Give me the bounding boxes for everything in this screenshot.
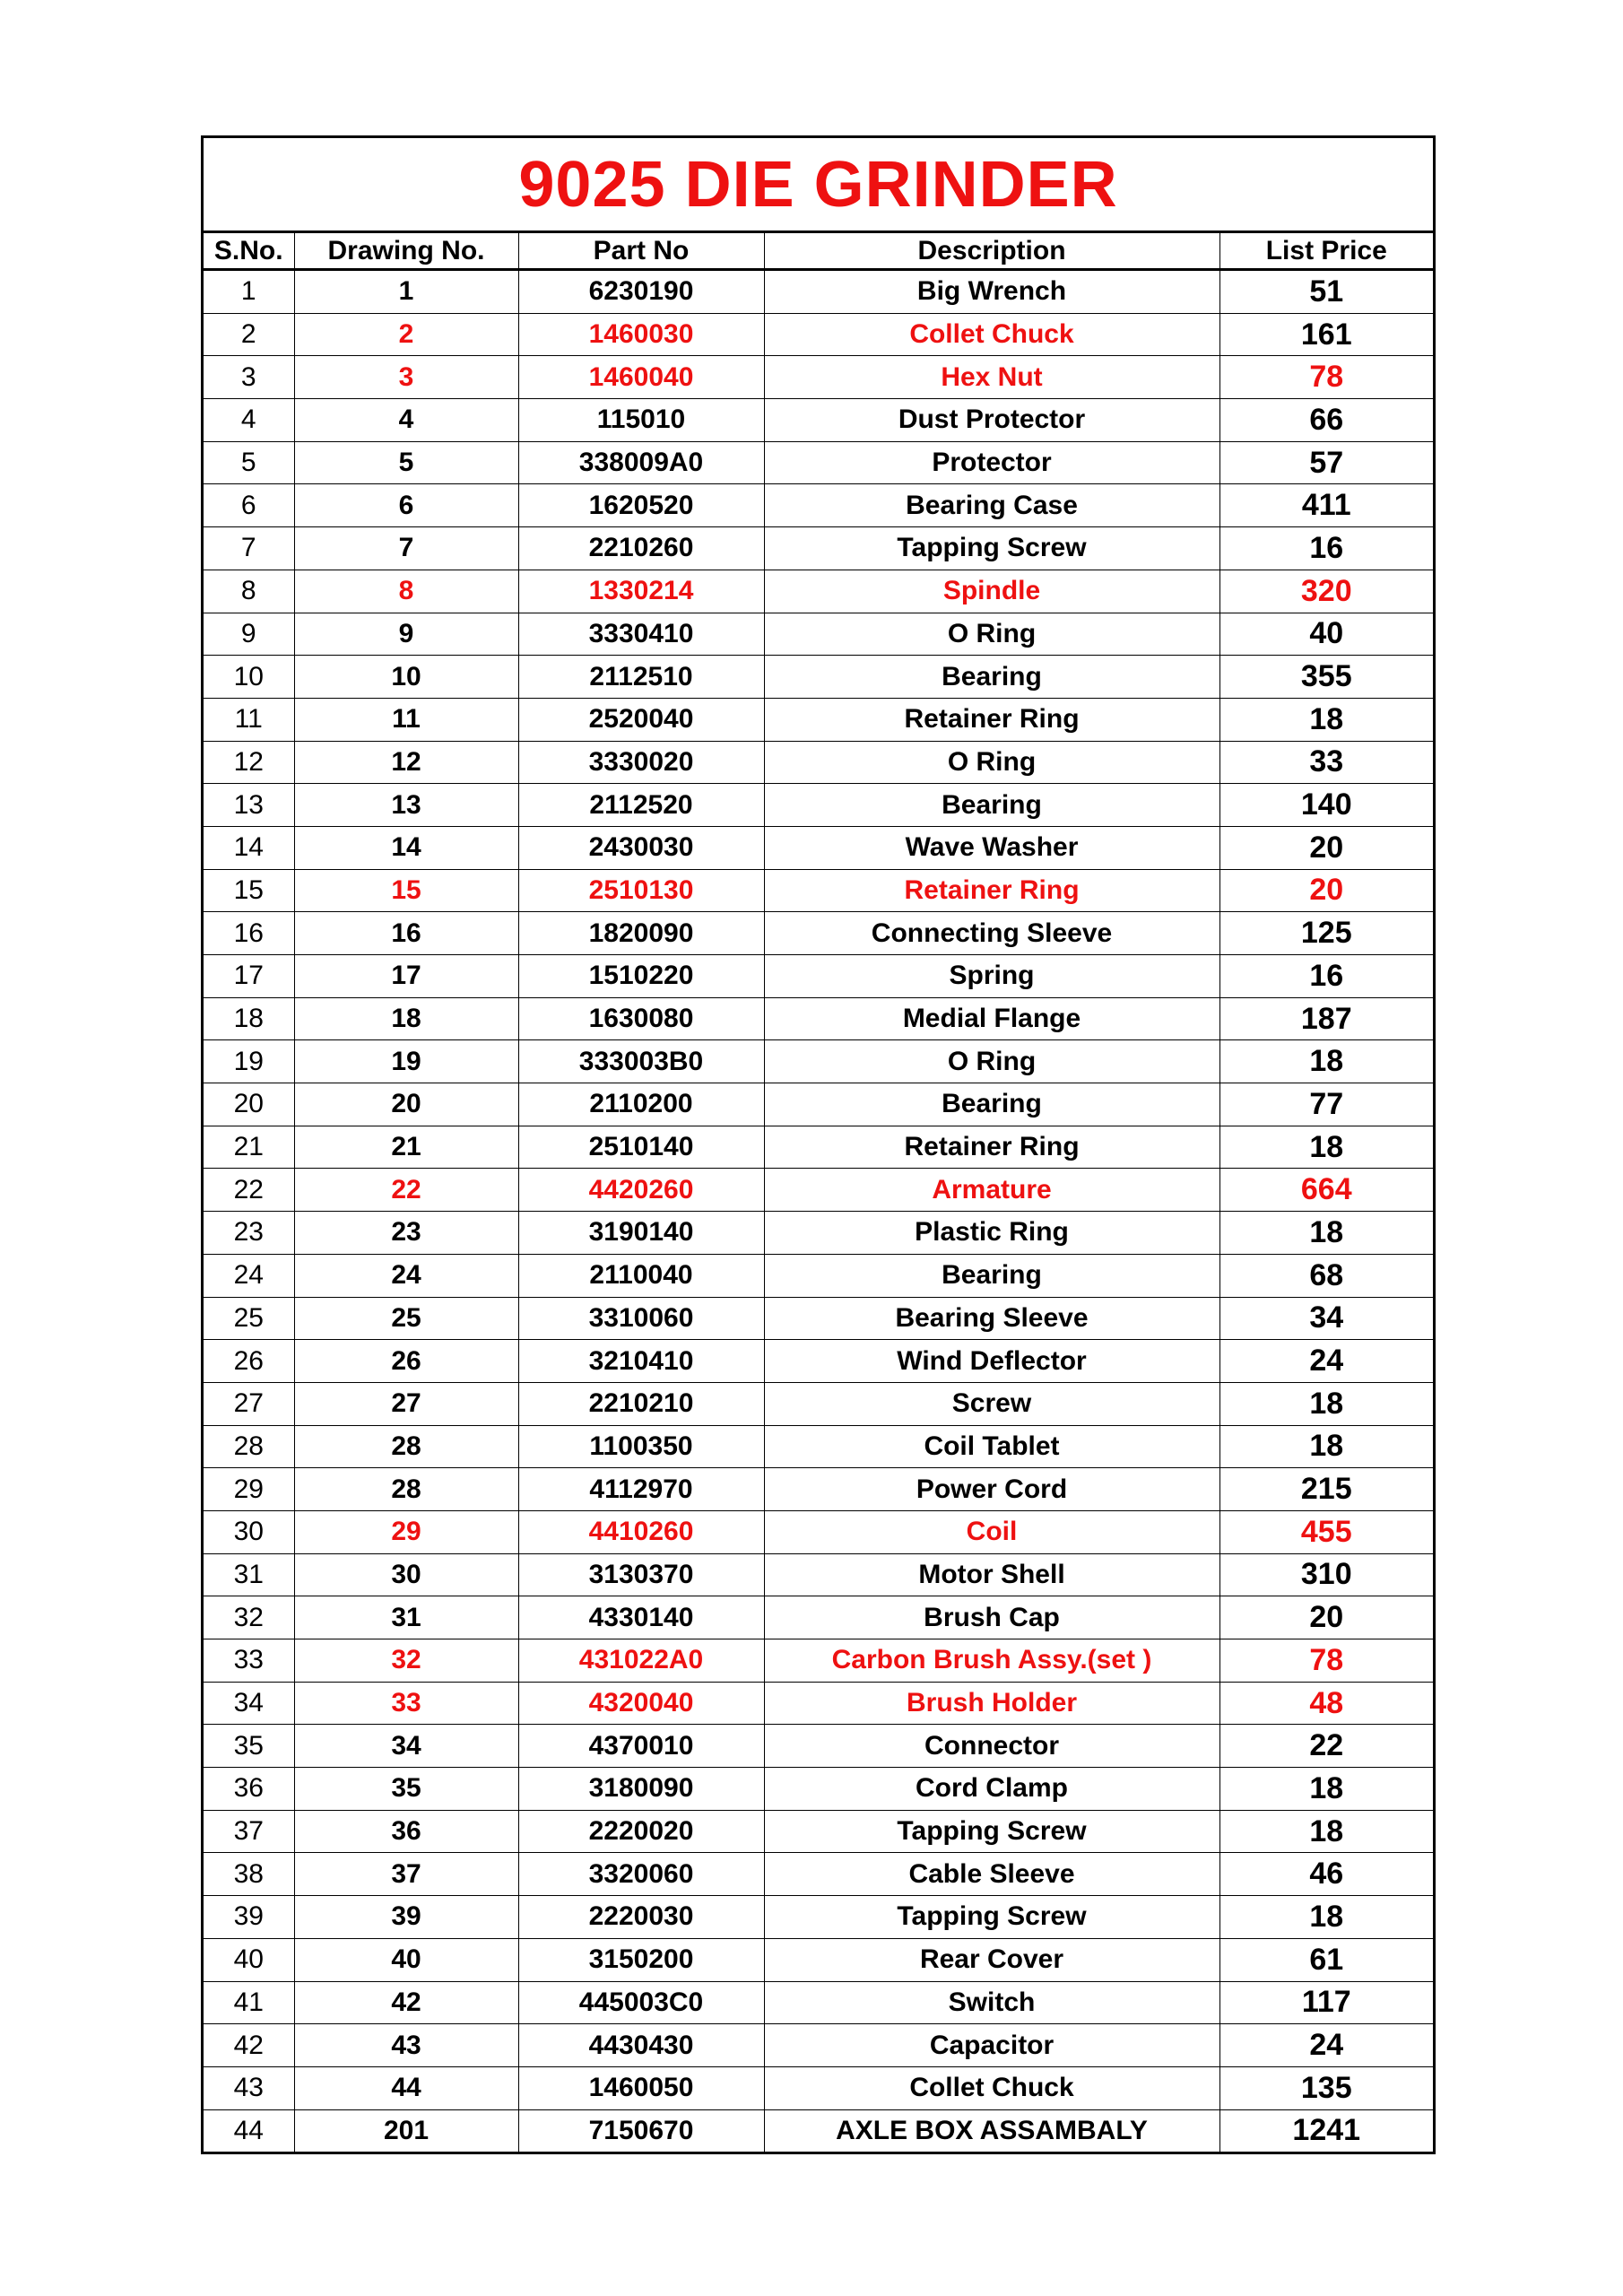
table-row (204, 741, 1433, 784)
cell-description: Tapping Screw (764, 527, 1219, 570)
cell-sno: 37 (204, 1810, 294, 1853)
cell-part-no: 3310060 (518, 1297, 764, 1340)
cell-drawing-no: 6 (294, 484, 518, 527)
cell-description: Bearing Sleeve (764, 1297, 1219, 1340)
cell-description: Protector (764, 441, 1219, 484)
cell-list-price: 18 (1219, 1810, 1433, 1853)
cell-sno: 5 (204, 441, 294, 484)
cell-drawing-no: 24 (294, 1254, 518, 1297)
table-row (204, 656, 1433, 699)
cell-description: Switch (764, 1981, 1219, 2024)
cell-drawing-no: 43 (294, 2024, 518, 2067)
table-row (204, 1040, 1433, 1083)
cell-description: Cord Clamp (764, 1768, 1219, 1811)
cell-description: Retainer Ring (764, 869, 1219, 912)
cell-list-price: 18 (1219, 1040, 1433, 1083)
table-row (204, 1810, 1433, 1853)
cell-list-price: 455 (1219, 1510, 1433, 1553)
table-row (204, 1382, 1433, 1425)
cell-drawing-no: 40 (294, 1938, 518, 1981)
cell-list-price: 18 (1219, 1382, 1433, 1425)
cell-description: Bearing Case (764, 484, 1219, 527)
cell-part-no: 2110040 (518, 1254, 764, 1297)
cell-drawing-no: 34 (294, 1725, 518, 1768)
cell-drawing-no: 4 (294, 399, 518, 442)
cell-list-price: 1241 (1219, 2109, 1433, 2152)
cell-drawing-no: 31 (294, 1596, 518, 1639)
cell-sno: 23 (204, 1212, 294, 1255)
cell-part-no: 4330140 (518, 1596, 764, 1639)
cell-sno: 38 (204, 1853, 294, 1896)
cell-part-no: 2210260 (518, 527, 764, 570)
cell-part-no: 7150670 (518, 2109, 764, 2152)
cell-list-price: 20 (1219, 869, 1433, 912)
header-drawing-no: Drawing No. (294, 233, 518, 270)
cell-description: Retainer Ring (764, 698, 1219, 741)
cell-list-price: 18 (1219, 1212, 1433, 1255)
cell-drawing-no: 27 (294, 1382, 518, 1425)
cell-description: Brush Cap (764, 1596, 1219, 1639)
cell-part-no: 3150200 (518, 1938, 764, 1981)
cell-drawing-no: 11 (294, 698, 518, 741)
cell-drawing-no: 25 (294, 1297, 518, 1340)
cell-description: Wind Deflector (764, 1340, 1219, 1383)
cell-drawing-no: 26 (294, 1340, 518, 1383)
cell-drawing-no: 33 (294, 1682, 518, 1725)
cell-drawing-no: 13 (294, 784, 518, 827)
cell-sno: 22 (204, 1169, 294, 1212)
cell-part-no: 2510140 (518, 1126, 764, 1169)
table-row (204, 1254, 1433, 1297)
cell-part-no: 4320040 (518, 1682, 764, 1725)
cell-description: Carbon Brush Assy.(set ) (764, 1639, 1219, 1683)
cell-sno: 12 (204, 741, 294, 784)
cell-list-price: 16 (1219, 527, 1433, 570)
cell-part-no: 333003B0 (518, 1040, 764, 1083)
cell-sno: 24 (204, 1254, 294, 1297)
table-row (204, 1596, 1433, 1639)
cell-description: Hex Nut (764, 356, 1219, 399)
cell-sno: 41 (204, 1981, 294, 2024)
cell-description: Motor Shell (764, 1553, 1219, 1596)
cell-sno: 16 (204, 912, 294, 955)
table-row (204, 912, 1433, 955)
table-row (204, 356, 1433, 399)
cell-drawing-no: 37 (294, 1853, 518, 1896)
table-row (204, 1340, 1433, 1383)
cell-sno: 35 (204, 1725, 294, 1768)
table-row (204, 1126, 1433, 1169)
cell-sno: 32 (204, 1596, 294, 1639)
table-row (204, 484, 1433, 527)
cell-sno: 28 (204, 1425, 294, 1468)
cell-description: Plastic Ring (764, 1212, 1219, 1255)
cell-drawing-no: 12 (294, 741, 518, 784)
cell-sno: 42 (204, 2024, 294, 2067)
cell-drawing-no: 7 (294, 527, 518, 570)
table-row (204, 613, 1433, 656)
cell-description: Power Cord (764, 1468, 1219, 1511)
cell-part-no: 1630080 (518, 997, 764, 1040)
cell-description: Collet Chuck (764, 2066, 1219, 2109)
cell-list-price: 161 (1219, 313, 1433, 356)
cell-drawing-no: 19 (294, 1040, 518, 1083)
cell-list-price: 135 (1219, 2066, 1433, 2109)
cell-part-no: 2112520 (518, 784, 764, 827)
cell-sno: 9 (204, 613, 294, 656)
cell-drawing-no: 32 (294, 1639, 518, 1683)
cell-description: Rear Cover (764, 1938, 1219, 1981)
parts-table (204, 233, 1433, 2152)
cell-drawing-no: 18 (294, 997, 518, 1040)
table-row (204, 1682, 1433, 1725)
cell-sno: 4 (204, 399, 294, 442)
cell-sno: 19 (204, 1040, 294, 1083)
cell-list-price: 20 (1219, 826, 1433, 869)
cell-part-no: 2220020 (518, 1810, 764, 1853)
cell-list-price: 24 (1219, 1340, 1433, 1383)
cell-list-price: 18 (1219, 698, 1433, 741)
table-row (204, 270, 1433, 314)
cell-description: Retainer Ring (764, 1126, 1219, 1169)
cell-description: Coil Tablet (764, 1425, 1219, 1468)
cell-sno: 31 (204, 1553, 294, 1596)
cell-sno: 34 (204, 1682, 294, 1725)
cell-list-price: 18 (1219, 1126, 1433, 1169)
cell-sno: 36 (204, 1768, 294, 1811)
cell-description: Dust Protector (764, 399, 1219, 442)
table-row (204, 1510, 1433, 1553)
cell-drawing-no: 28 (294, 1425, 518, 1468)
cell-part-no: 4420260 (518, 1169, 764, 1212)
cell-list-price: 46 (1219, 1853, 1433, 1896)
cell-description: Wave Washer (764, 826, 1219, 869)
cell-drawing-no: 20 (294, 1083, 518, 1126)
cell-description: Tapping Screw (764, 1896, 1219, 1939)
cell-drawing-no: 36 (294, 1810, 518, 1853)
cell-part-no: 1460030 (518, 313, 764, 356)
cell-list-price: 57 (1219, 441, 1433, 484)
cell-part-no: 2510130 (518, 869, 764, 912)
table-row (204, 1468, 1433, 1511)
cell-list-price: 16 (1219, 955, 1433, 998)
cell-part-no: 2210210 (518, 1382, 764, 1425)
cell-drawing-no: 3 (294, 356, 518, 399)
cell-list-price: 18 (1219, 1768, 1433, 1811)
table-row (204, 2066, 1433, 2109)
cell-list-price: 34 (1219, 1297, 1433, 1340)
cell-sno: 20 (204, 1083, 294, 1126)
cell-drawing-no: 17 (294, 955, 518, 998)
cell-drawing-no: 29 (294, 1510, 518, 1553)
cell-description: Bearing (764, 1083, 1219, 1126)
table-row (204, 826, 1433, 869)
cell-list-price: 78 (1219, 356, 1433, 399)
cell-list-price: 51 (1219, 270, 1433, 314)
header-part-no: Part No (518, 233, 764, 270)
cell-drawing-no: 201 (294, 2109, 518, 2152)
table-row (204, 2109, 1433, 2152)
cell-description: Tapping Screw (764, 1810, 1219, 1853)
cell-part-no: 3330020 (518, 741, 764, 784)
cell-sno: 33 (204, 1639, 294, 1683)
cell-drawing-no: 15 (294, 869, 518, 912)
cell-part-no: 3130370 (518, 1553, 764, 1596)
cell-part-no: 1100350 (518, 1425, 764, 1468)
cell-sno: 40 (204, 1938, 294, 1981)
cell-part-no: 2112510 (518, 656, 764, 699)
table-row (204, 869, 1433, 912)
cell-sno: 1 (204, 270, 294, 314)
header-description: Description (764, 233, 1219, 270)
cell-sno: 21 (204, 1126, 294, 1169)
cell-drawing-no: 23 (294, 1212, 518, 1255)
cell-list-price: 61 (1219, 1938, 1433, 1981)
cell-part-no: 445003C0 (518, 1981, 764, 2024)
table-row (204, 2024, 1433, 2067)
cell-description: Bearing (764, 1254, 1219, 1297)
cell-description: AXLE BOX ASSAMBALY (764, 2109, 1219, 2152)
cell-sno: 43 (204, 2066, 294, 2109)
cell-drawing-no: 42 (294, 1981, 518, 2024)
cell-drawing-no: 10 (294, 656, 518, 699)
cell-sno: 13 (204, 784, 294, 827)
cell-sno: 27 (204, 1382, 294, 1425)
table-row (204, 698, 1433, 741)
cell-sno: 26 (204, 1340, 294, 1383)
cell-drawing-no: 35 (294, 1768, 518, 1811)
cell-list-price: 411 (1219, 484, 1433, 527)
cell-sno: 2 (204, 313, 294, 356)
cell-part-no: 4430430 (518, 2024, 764, 2067)
cell-list-price: 187 (1219, 997, 1433, 1040)
table-row (204, 1725, 1433, 1768)
cell-list-price: 320 (1219, 570, 1433, 613)
table-row (204, 399, 1433, 442)
cell-drawing-no: 2 (294, 313, 518, 356)
cell-list-price: 310 (1219, 1553, 1433, 1596)
cell-part-no: 1460050 (518, 2066, 764, 2109)
cell-part-no: 3180090 (518, 1768, 764, 1811)
cell-list-price: 33 (1219, 741, 1433, 784)
cell-description: Spindle (764, 570, 1219, 613)
cell-part-no: 338009A0 (518, 441, 764, 484)
cell-description: Connecting Sleeve (764, 912, 1219, 955)
cell-list-price: 78 (1219, 1639, 1433, 1683)
cell-description: Armature (764, 1169, 1219, 1212)
cell-drawing-no: 14 (294, 826, 518, 869)
cell-part-no: 2430030 (518, 826, 764, 869)
cell-list-price: 66 (1219, 399, 1433, 442)
cell-part-no: 3190140 (518, 1212, 764, 1255)
cell-drawing-no: 8 (294, 570, 518, 613)
cell-list-price: 18 (1219, 1896, 1433, 1939)
cell-part-no: 1510220 (518, 955, 764, 998)
cell-list-price: 664 (1219, 1169, 1433, 1212)
cell-part-no: 2110200 (518, 1083, 764, 1126)
cell-part-no: 4410260 (518, 1510, 764, 1553)
table-row (204, 441, 1433, 484)
cell-description: Medial Flange (764, 997, 1219, 1040)
cell-part-no: 1620520 (518, 484, 764, 527)
cell-drawing-no: 21 (294, 1126, 518, 1169)
cell-list-price: 20 (1219, 1596, 1433, 1639)
cell-list-price: 125 (1219, 912, 1433, 955)
cell-sno: 7 (204, 527, 294, 570)
price-list-sheet (201, 135, 1436, 2154)
cell-part-no: 2220030 (518, 1896, 764, 1939)
cell-part-no: 4370010 (518, 1725, 764, 1768)
cell-part-no: 6230190 (518, 270, 764, 314)
cell-part-no: 115010 (518, 399, 764, 442)
cell-sno: 11 (204, 698, 294, 741)
cell-part-no: 2520040 (518, 698, 764, 741)
cell-sno: 25 (204, 1297, 294, 1340)
table-body (204, 270, 1433, 2152)
cell-drawing-no: 16 (294, 912, 518, 955)
cell-sno: 29 (204, 1468, 294, 1511)
cell-part-no: 431022A0 (518, 1639, 764, 1683)
cell-list-price: 355 (1219, 656, 1433, 699)
cell-description: Collet Chuck (764, 313, 1219, 356)
table-row (204, 784, 1433, 827)
cell-sno: 18 (204, 997, 294, 1040)
cell-sno: 15 (204, 869, 294, 912)
table-row (204, 1083, 1433, 1126)
table-row (204, 313, 1433, 356)
cell-description: O Ring (764, 741, 1219, 784)
table-row (204, 570, 1433, 613)
table-row (204, 1639, 1433, 1683)
cell-description: Connector (764, 1725, 1219, 1768)
cell-part-no: 4112970 (518, 1468, 764, 1511)
table-row (204, 527, 1433, 570)
cell-description: Bearing (764, 656, 1219, 699)
table-row (204, 1896, 1433, 1939)
cell-drawing-no: 22 (294, 1169, 518, 1212)
cell-part-no: 1330214 (518, 570, 764, 613)
cell-drawing-no: 30 (294, 1553, 518, 1596)
cell-part-no: 1820090 (518, 912, 764, 955)
cell-list-price: 68 (1219, 1254, 1433, 1297)
table-row (204, 1853, 1433, 1896)
cell-description: O Ring (764, 613, 1219, 656)
cell-list-price: 40 (1219, 613, 1433, 656)
table-row (204, 1212, 1433, 1255)
table-row (204, 997, 1433, 1040)
cell-description: Cable Sleeve (764, 1853, 1219, 1896)
table-row (204, 1768, 1433, 1811)
cell-sno: 3 (204, 356, 294, 399)
cell-description: Big Wrench (764, 270, 1219, 314)
cell-part-no: 3210410 (518, 1340, 764, 1383)
cell-description: Coil (764, 1510, 1219, 1553)
cell-part-no: 3330410 (518, 613, 764, 656)
cell-description: Bearing (764, 784, 1219, 827)
table-row (204, 1169, 1433, 1212)
cell-sno: 6 (204, 484, 294, 527)
cell-drawing-no: 28 (294, 1468, 518, 1511)
table-row (204, 1425, 1433, 1468)
header-sno: S.No. (204, 233, 294, 270)
page-title: 9025 DIE GRINDER (204, 138, 1433, 233)
cell-sno: 39 (204, 1896, 294, 1939)
table-header-row (204, 233, 1433, 270)
cell-list-price: 117 (1219, 1981, 1433, 2024)
cell-part-no: 3320060 (518, 1853, 764, 1896)
cell-list-price: 18 (1219, 1425, 1433, 1468)
cell-description: Spring (764, 955, 1219, 998)
cell-list-price: 24 (1219, 2024, 1433, 2067)
cell-description: O Ring (764, 1040, 1219, 1083)
table-row (204, 1981, 1433, 2024)
cell-sno: 8 (204, 570, 294, 613)
cell-drawing-no: 1 (294, 270, 518, 314)
cell-list-price: 48 (1219, 1682, 1433, 1725)
cell-part-no: 1460040 (518, 356, 764, 399)
table-row (204, 1938, 1433, 1981)
table-row (204, 955, 1433, 998)
cell-description: Brush Holder (764, 1682, 1219, 1725)
cell-sno: 30 (204, 1510, 294, 1553)
cell-list-price: 140 (1219, 784, 1433, 827)
cell-list-price: 22 (1219, 1725, 1433, 1768)
cell-drawing-no: 39 (294, 1896, 518, 1939)
cell-sno: 10 (204, 656, 294, 699)
cell-list-price: 215 (1219, 1468, 1433, 1511)
cell-sno: 17 (204, 955, 294, 998)
cell-sno: 14 (204, 826, 294, 869)
cell-drawing-no: 5 (294, 441, 518, 484)
cell-sno: 44 (204, 2109, 294, 2152)
cell-description: Screw (764, 1382, 1219, 1425)
header-list-price: List Price (1219, 233, 1433, 270)
cell-list-price: 77 (1219, 1083, 1433, 1126)
cell-description: Capacitor (764, 2024, 1219, 2067)
table-row (204, 1553, 1433, 1596)
cell-drawing-no: 9 (294, 613, 518, 656)
cell-drawing-no: 44 (294, 2066, 518, 2109)
table-row (204, 1297, 1433, 1340)
